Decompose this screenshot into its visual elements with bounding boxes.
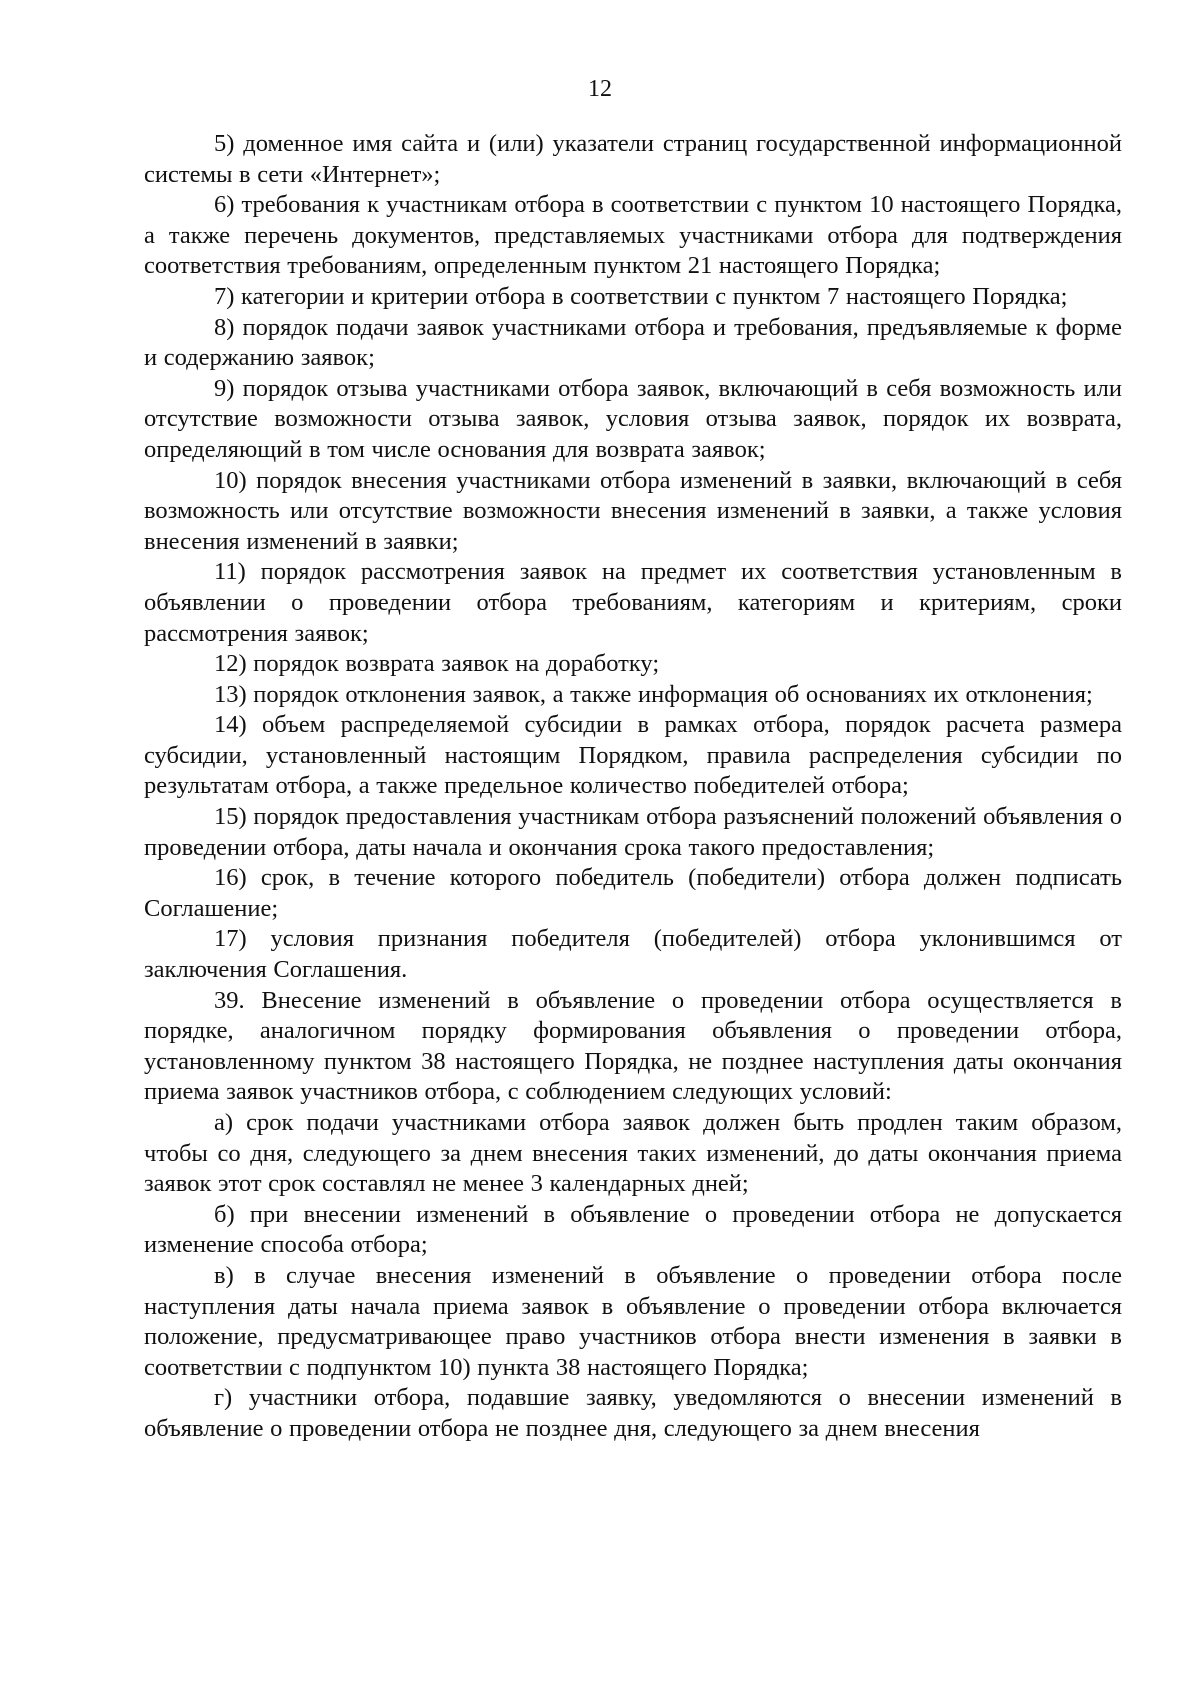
paragraph-subclause-a: а) срок подачи участниками отбора заявок должен быть продлен таким образом, чтобы со дня, следующего за днем внесения таких изменений, до даты окончания приема заявок этот срок составлял не менее 3 календарных дней;: [144, 1109, 1122, 1198]
document-body: [144, 129, 1122, 1445]
paragraph-subclause-g: г) участники отбора, подавшие заявку, уведомляются о внесении изменений в объявление о проведении отбора не позднее дня, следующего за днем внесения: [144, 1384, 1122, 1442]
paragraph-item-11: 11) порядок рассмотрения заявок на предмет их соответствия установленным в объявлении о проведении отбора требованиям, категориям и критериям, сроки рассмотрения заявок;: [144, 558, 1122, 647]
paragraph-item-9: 9) порядок отзыва участниками отбора заявок, включающий в себя возможность или отсутствие возможности отзыва заявок, условия отзыва заявок, порядок их возврата, определяющий в том числе основания для возврата заявок;: [144, 374, 1122, 463]
paragraph-item-12: 12) порядок возврата заявок на доработку;: [214, 650, 660, 678]
paragraph-item-15: 15) порядок предоставления участникам отбора разъяснений положений объявления о проведении отбора, даты начала и окончания срока такого предоставления;: [144, 803, 1122, 861]
paragraph-clause-39: 39. Внесение изменений в объявление о проведении отбора осуществляется в порядке, аналогичном порядку формирования объявления о проведении отбора, установленному пунктом 38 настоящего Порядка, не позднее наступления даты окончания приема заявок участников отбора, с соблюдением следующих условий:: [144, 986, 1122, 1106]
paragraph-item-6: 6) требования к участникам отбора в соответствии с пунктом 10 настоящего Порядка, а также перечень документов, представляемых участниками отбора для подтверждения соответствия требованиям, определенным пунктом 21 настоящего Порядка;: [144, 191, 1122, 280]
paragraph-item-7: 7) категории и критерии отбора в соответствии с пунктом 7 настоящего Порядка;: [214, 282, 1068, 310]
paragraph-item-16: 16) срок, в течение которого победитель (победители) отбора должен подписать Соглашение;: [144, 864, 1122, 922]
paragraph-item-5: 5) доменное имя сайта и (или) указатели страниц государственной информационной системы в сети «Интернет»;: [144, 130, 1122, 188]
paragraph-item-13: 13) порядок отклонения заявок, а также информация об основаниях их отклонения;: [214, 680, 1093, 708]
paragraph-item-14: 14) объем распределяемой субсидии в рамках отбора, порядок расчета размера субсидии, установленный настоящим Порядком, правила распределения субсидии по результатам отбора, а также предельное количество победителей отбора;: [144, 711, 1122, 800]
paragraph-item-8: 8) порядок подачи заявок участниками отбора и требования, предъявляемые к форме и содержанию заявок;: [144, 313, 1122, 372]
paragraph-item-10: 10) порядок внесения участниками отбора изменений в заявки, включающий в себя возможность или отсутствие возможности внесения изменений в заявки, а также условия внесения изменений в заявки;: [144, 466, 1122, 555]
paragraph-item-17: 17) условия признания победителя (победителей) отбора уклонившимся от заключения Соглашения.: [144, 925, 1122, 984]
page-number: 12: [588, 76, 612, 102]
paragraph-subclause-b: б) при внесении изменений в объявление о проведении отбора не допускается изменение способа отбора;: [144, 1200, 1122, 1259]
paragraph-subclause-v: в) в случае внесения изменений в объявление о проведении отбора после наступления даты начала приема заявок в объявление о проведении отбора включается положение, предусматривающее право участников отбора внести изменения в заявки в соответствии с подпунктом 10) пункта 38 настоящего Порядка;: [144, 1261, 1122, 1381]
